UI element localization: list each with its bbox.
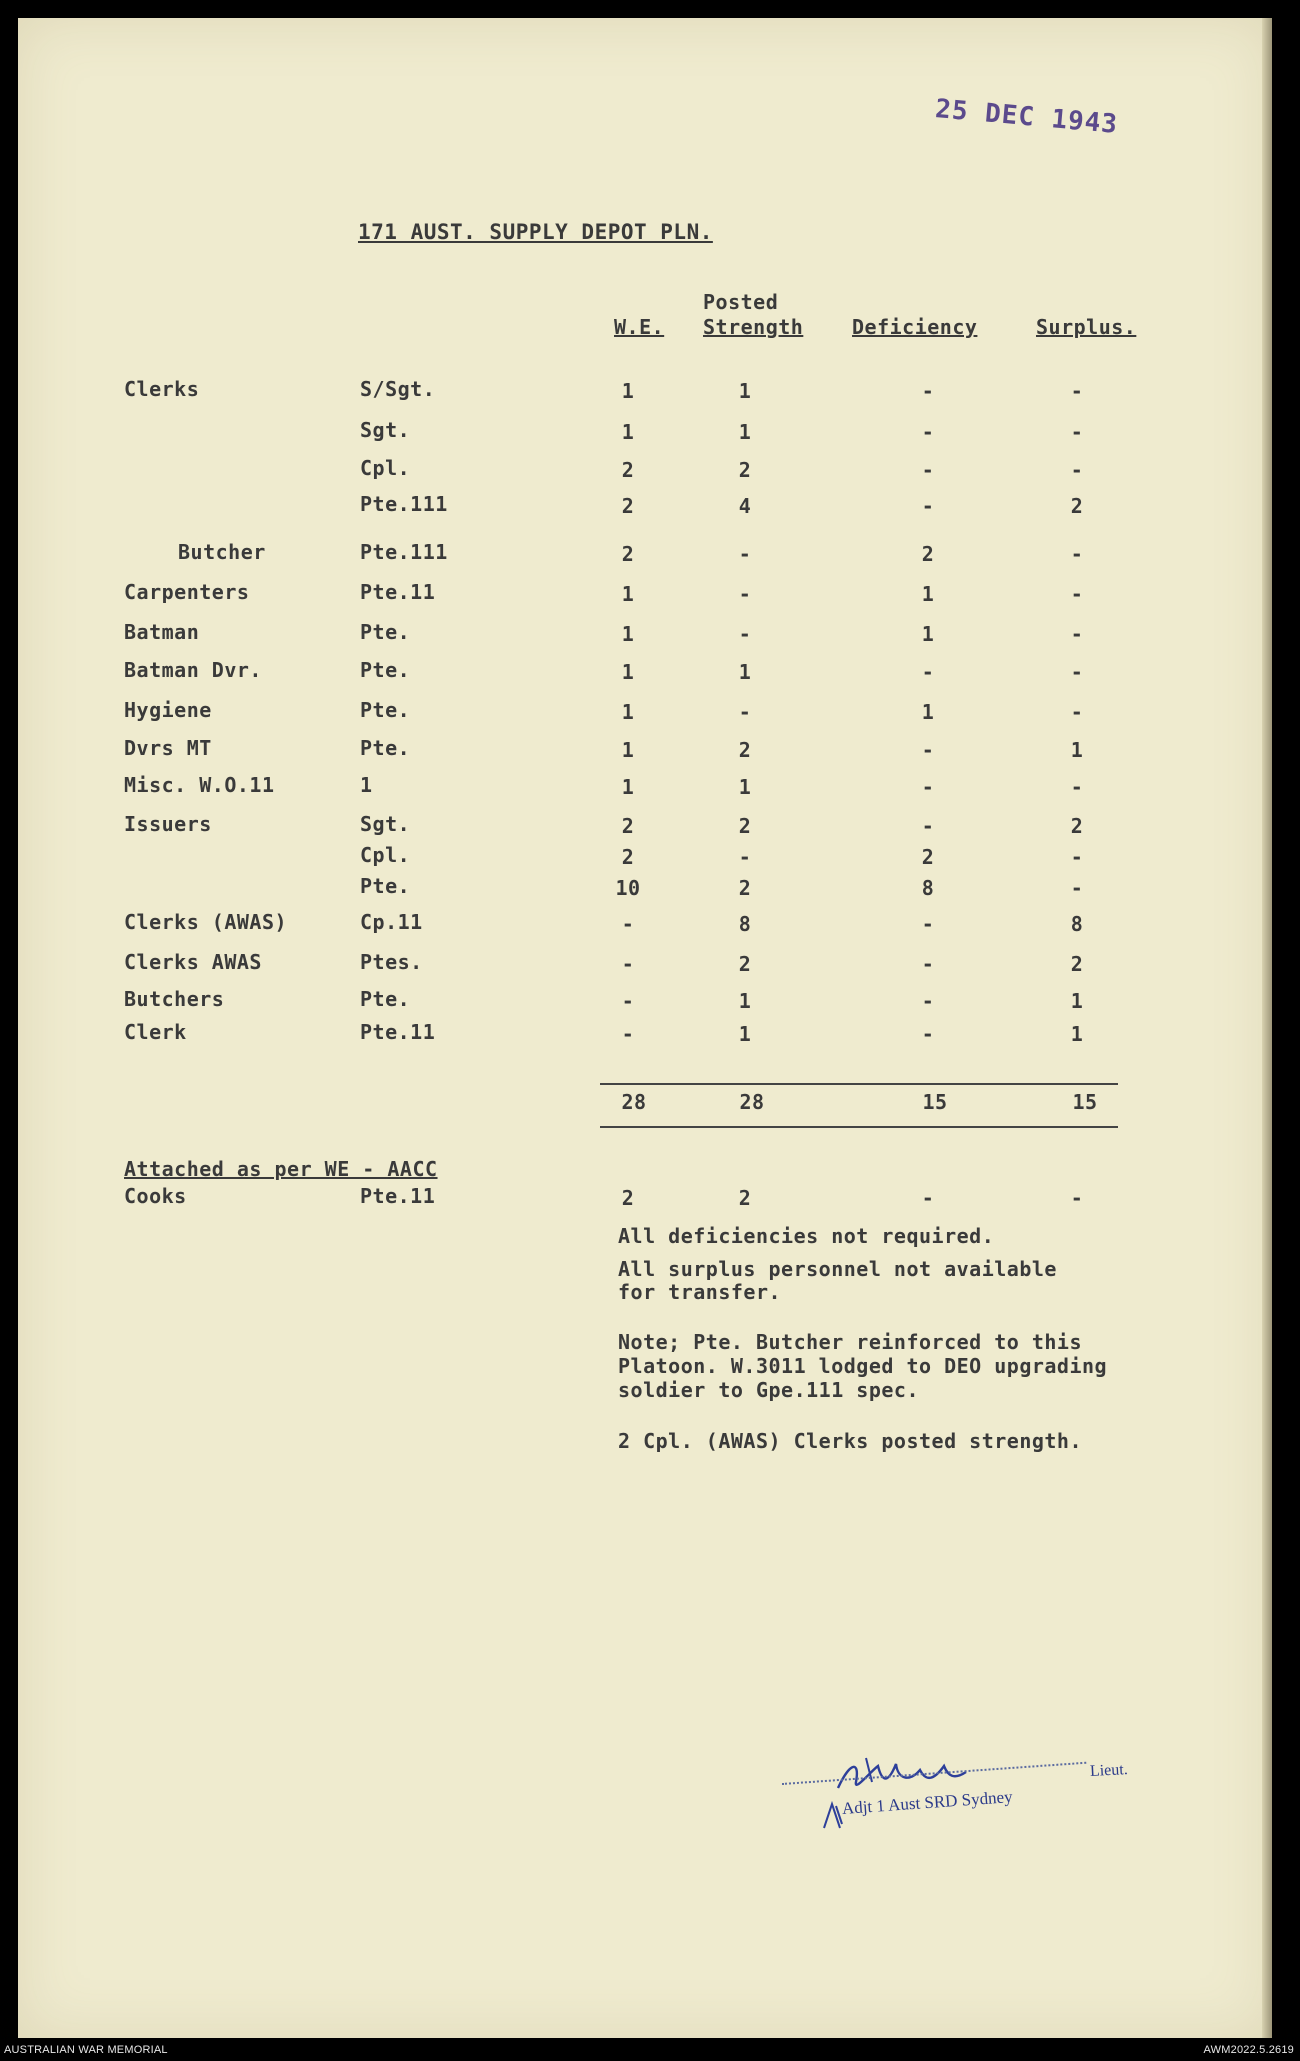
row-posted-cell: 8 — [738, 912, 752, 936]
row-posted-cell: 4 — [738, 494, 752, 518]
row-posted-cell: 1 — [738, 989, 752, 1013]
attached-deficiency: - — [921, 1186, 935, 1210]
row-we-cell: - — [621, 1022, 635, 1046]
row-category: Misc. W.O.11 — [124, 773, 275, 797]
row-sur-cell: - — [1070, 876, 1084, 900]
attached-rank: Pte.11 — [360, 1184, 436, 1208]
note-surplus-line2: for transfer. — [618, 1280, 782, 1304]
attached-heading: Attached as per WE - AACC — [124, 1157, 438, 1181]
row-category: Batman Dvr. — [124, 658, 262, 682]
document-title: 171 AUST. SUPPLY DEPOT PLN. — [358, 220, 713, 244]
row-category: Clerks AWAS — [124, 950, 262, 974]
row-rank: Pte.11 — [360, 580, 436, 604]
note-butcher-line3: soldier to Gpe.111 spec. — [618, 1378, 919, 1402]
row-we-cell: - — [621, 952, 635, 976]
row-def-cell: 8 — [921, 876, 935, 900]
row-rank: Pte.111 — [360, 492, 448, 516]
row-sur-cell: 8 — [1070, 912, 1084, 936]
row-category: Carpenters — [124, 580, 250, 604]
row-posted-cell: 2 — [738, 876, 752, 900]
row-rank: Pte. — [360, 620, 411, 644]
row-rank: 1 — [360, 773, 373, 797]
note-surplus-line1: All surplus personnel not available — [618, 1257, 1057, 1281]
total-we: 28 — [621, 1090, 647, 1114]
row-rank: Pte.11 — [360, 1020, 436, 1044]
row-rank: Pte. — [360, 658, 411, 682]
row-rank: Cp.11 — [360, 910, 423, 934]
row-category: Hygiene — [124, 698, 212, 722]
row-sur-cell: - — [1070, 458, 1084, 482]
row-rank: Sgt. — [360, 418, 411, 442]
row-sur-cell: - — [1070, 622, 1084, 646]
row-we-cell: 2 — [621, 458, 635, 482]
row-sur-cell: - — [1070, 660, 1084, 684]
row-we-cell: 1 — [621, 582, 635, 606]
row-rank: Pte. — [360, 987, 411, 1011]
row-rank: Pte. — [360, 736, 411, 760]
row-sur-cell: - — [1070, 775, 1084, 799]
row-we-cell: 1 — [621, 775, 635, 799]
row-category: Butcher — [178, 540, 266, 564]
row-sur-cell: - — [1070, 420, 1084, 444]
row-posted-cell: 1 — [738, 420, 752, 444]
row-we-cell: 2 — [621, 814, 635, 838]
row-sur-cell: - — [1070, 700, 1084, 724]
header-surplus: Surplus. — [1036, 315, 1137, 339]
row-posted-cell: - — [738, 622, 752, 646]
row-rank: Cpl. — [360, 843, 411, 867]
totals-top-rule — [600, 1083, 1118, 1085]
row-we-cell: 1 — [621, 660, 635, 684]
note-deficiencies: All deficiencies not required. — [618, 1224, 995, 1248]
note-butcher-line2: Platoon. W.3011 lodged to DEO upgrading — [618, 1354, 1108, 1378]
row-def-cell: 1 — [921, 622, 935, 646]
totals-bottom-rule — [600, 1126, 1118, 1128]
row-posted-cell: - — [738, 542, 752, 566]
row-def-cell: - — [921, 775, 935, 799]
row-rank: S/Sgt. — [360, 377, 436, 401]
row-rank: Pte. — [360, 874, 411, 898]
row-we-cell: - — [621, 912, 635, 936]
row-category: Butchers — [124, 987, 225, 1011]
row-rank: Sgt. — [360, 812, 411, 836]
row-we-cell: 1 — [621, 420, 635, 444]
attached-posted: 2 — [738, 1186, 752, 1210]
row-def-cell: - — [921, 494, 935, 518]
row-def-cell: 1 — [921, 582, 935, 606]
footer-right-text: AWM2022.5.2619 — [1203, 2044, 1294, 2056]
header-strength: Strength — [703, 315, 804, 339]
row-sur-cell: 2 — [1070, 952, 1084, 976]
row-sur-cell: - — [1070, 582, 1084, 606]
note-butcher-line1: Note; Pte. Butcher reinforced to this — [618, 1330, 1083, 1354]
row-category: Clerks — [124, 377, 200, 401]
header-we: W.E. — [614, 315, 665, 339]
row-posted-cell: - — [738, 700, 752, 724]
row-def-cell: - — [921, 458, 935, 482]
row-sur-cell: - — [1070, 845, 1084, 869]
total-deficiency: 15 — [922, 1090, 948, 1114]
row-rank: Pte.111 — [360, 540, 448, 564]
row-posted-cell: 1 — [738, 660, 752, 684]
row-rank: Ptes. — [360, 950, 423, 974]
attached-category: Cooks — [124, 1184, 187, 1208]
row-posted-cell: - — [738, 582, 752, 606]
row-we-cell: 1 — [621, 622, 635, 646]
row-rank: Pte. — [360, 698, 411, 722]
row-we-cell: 1 — [621, 738, 635, 762]
row-def-cell: 2 — [921, 845, 935, 869]
row-category: Clerks (AWAS) — [124, 910, 288, 934]
row-posted-cell: 2 — [738, 952, 752, 976]
row-def-cell: - — [921, 420, 935, 444]
header-posted-top: Posted — [703, 290, 779, 314]
row-sur-cell: 1 — [1070, 738, 1084, 762]
note-awas-clerks: 2 Cpl. (AWAS) Clerks posted strength. — [618, 1429, 1083, 1453]
total-surplus: 15 — [1072, 1090, 1098, 1114]
attached-we: 2 — [621, 1186, 635, 1210]
row-sur-cell: 1 — [1070, 989, 1084, 1013]
row-we-cell: - — [621, 989, 635, 1013]
row-sur-cell: 1 — [1070, 1022, 1084, 1046]
row-posted-cell: 1 — [738, 775, 752, 799]
row-def-cell: - — [921, 660, 935, 684]
row-rank: Cpl. — [360, 456, 411, 480]
row-def-cell: 1 — [921, 700, 935, 724]
row-we-cell: 2 — [621, 494, 635, 518]
row-def-cell: - — [921, 738, 935, 762]
row-def-cell: - — [921, 989, 935, 1013]
row-category: Batman — [124, 620, 200, 644]
row-posted-cell: 2 — [738, 738, 752, 762]
row-posted-cell: 1 — [738, 1022, 752, 1046]
row-def-cell: - — [921, 814, 935, 838]
date-stamp: 25 DEC 1943 — [934, 94, 1120, 140]
adjutant-stamp: Adjt 1 Aust SRD Sydney — [841, 1787, 1014, 1818]
row-sur-cell: - — [1070, 379, 1084, 403]
attached-surplus: - — [1070, 1186, 1084, 1210]
header-deficiency: Deficiency — [852, 315, 978, 339]
row-category: Clerk — [124, 1020, 187, 1044]
row-posted-cell: 1 — [738, 379, 752, 403]
row-we-cell: 1 — [621, 700, 635, 724]
row-posted-cell: 2 — [738, 458, 752, 482]
row-def-cell: - — [921, 912, 935, 936]
row-sur-cell: 2 — [1070, 494, 1084, 518]
row-category: Issuers — [124, 812, 212, 836]
row-we-cell: 10 — [615, 876, 641, 900]
row-category: Dvrs MT — [124, 736, 212, 760]
row-we-cell: 2 — [621, 845, 635, 869]
footer-left-text: AUSTRALIAN WAR MEMORIAL — [4, 2044, 168, 2056]
row-def-cell: - — [921, 952, 935, 976]
row-def-cell: 2 — [921, 542, 935, 566]
row-posted-cell: - — [738, 845, 752, 869]
row-def-cell: - — [921, 1022, 935, 1046]
page-edge — [1262, 18, 1272, 2038]
lieut-label: Lieut. — [1089, 1761, 1129, 1780]
row-sur-cell: - — [1070, 542, 1084, 566]
row-we-cell: 2 — [621, 542, 635, 566]
row-sur-cell: 2 — [1070, 814, 1084, 838]
row-def-cell: - — [921, 379, 935, 403]
row-we-cell: 1 — [621, 379, 635, 403]
row-posted-cell: 2 — [738, 814, 752, 838]
total-posted: 28 — [739, 1090, 765, 1114]
